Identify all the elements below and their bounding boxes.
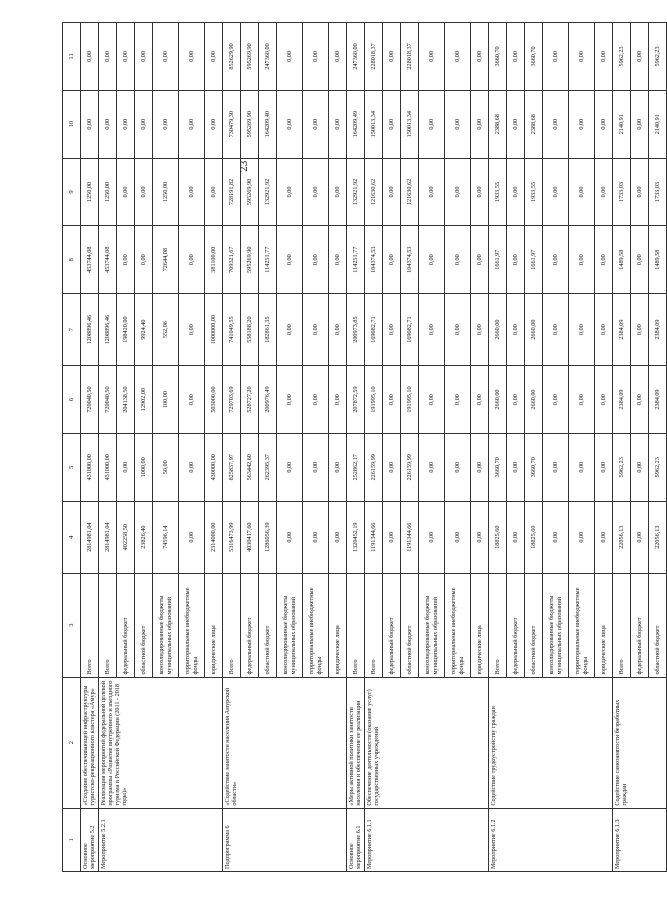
amount-cell: 453744,08 [99,226,117,294]
amount-cell: 0,00 [569,90,595,158]
amount-cell: 0,00 [179,226,205,294]
amount-cell: 0,00 [543,501,569,573]
amount-cell: 23826,40 [135,501,153,573]
amount-cell: 0,00 [205,90,223,158]
amount-cell: 252862,17 [347,433,365,501]
amount-cell: 0,00 [135,158,153,226]
amount-cell: 0,00 [383,294,401,366]
amount-cell: 0,00 [507,501,525,573]
amount-cell: 132921,92 [259,158,277,226]
amount-cell: 0,00 [595,366,613,434]
amount-cell: 0,00 [329,433,347,501]
amount-cell: 50,00 [153,433,179,501]
row-code: Мероприятие 6.1.1 [365,808,489,871]
amount-cell: 0,00 [471,433,489,501]
amount-cell: 132921,92 [347,158,365,226]
amount-cell: 0,00 [631,158,649,226]
amount-cell: 0,00 [631,294,649,366]
amount-cell: 2384,09 [649,294,667,366]
amount-cell: 0,00 [135,226,153,294]
amount-cell: 2814981,04 [99,501,117,573]
amount-cell: 0,00 [179,23,205,91]
amount-cell: 0,00 [569,158,595,226]
amount-cell: 1250,00 [99,158,117,226]
column-number: 8 [63,226,81,294]
amount-cell: 2140,91 [613,90,631,158]
table-body [63,23,667,872]
amount-cell: 0,00 [179,501,205,573]
amount-cell: 1320452,19 [347,501,365,573]
amount-cell: 0,00 [595,226,613,294]
column-number: 4 [63,501,81,573]
amount-cell: 200976,49 [259,366,277,434]
amount-cell: 0,00 [595,294,613,366]
amount-cell: 0,00 [507,433,525,501]
row-name: Содействие самозанятости безработных граждан [613,677,667,808]
row-name: Реализация мероприятий федеральной целевой программы «Развитие внутреннего и въездного туризма в Российской Федерации (2011 - 2018 годы)» [99,677,223,808]
row-code: Мероприятие 5.2.1 [99,808,223,871]
amount-cell: 852629,90 [223,23,241,91]
row-code: Основное мероприятие 6.1 [347,808,365,871]
amount-cell: 0,00 [419,226,445,294]
amount-cell: 0,00 [507,226,525,294]
amount-cell: 0,00 [419,23,445,91]
funding-source: областной бюджет [135,573,153,677]
column-number: 9 [63,158,81,226]
amount-cell: 18825,60 [525,501,543,573]
amount-cell: 0,00 [507,23,525,91]
amount-cell: 0,00 [383,90,401,158]
amount-cell: 2314000,00 [205,501,223,573]
amount-cell: 3660,70 [489,433,507,501]
amount-cell: 0,00 [569,226,595,294]
amount-cell: 3660,70 [489,23,507,91]
amount-cell: 100,00 [153,366,179,434]
funding-source: консолидированные бюджеты муниципальных образований [153,573,179,677]
amount-cell: 0,00 [543,366,569,434]
amount-cell: 2384,09 [613,366,631,434]
amount-cell: 431000,00 [99,433,117,501]
amount-cell: 558188,20 [241,294,259,366]
amount-cell: 204138,50 [117,366,135,434]
amount-cell: 12902,00 [135,366,153,434]
column-number: 10 [63,90,81,158]
amount-cell: 0,00 [303,23,329,91]
funding-source: территориальные внебюджетные фонды [303,573,329,677]
amount-cell: 0,00 [595,501,613,573]
amount-cell: 595269,90 [241,23,259,91]
amount-cell: 0,00 [303,433,329,501]
amount-cell: 1208896,46 [99,294,117,366]
amount-cell: 9924,40 [135,294,153,366]
funding-source: юридические лица [205,573,223,677]
amount-cell: 0,00 [81,23,99,91]
table-row [81,23,99,872]
amount-cell: 0,00 [543,23,569,91]
amount-cell: 3660,70 [525,433,543,501]
amount-cell: 0,00 [329,158,347,226]
amount-cell: 0,00 [445,90,471,158]
funding-source: территориальные внебюджетные фонды [445,573,471,677]
amount-cell: 1000,00 [135,433,153,501]
amount-cell: 1661,97 [525,226,543,294]
funding-source: Всего [365,573,383,677]
amount-cell: 0,00 [153,90,179,158]
amount-cell: 720040,50 [81,366,99,434]
row-name: «Меры активной политики занятости населения и обеспечение ее реализации [347,677,365,808]
amount-cell: 431000,00 [81,433,99,501]
amount-cell: 0,00 [117,226,135,294]
amount-cell: 430000,00 [205,433,223,501]
amount-cell: 228018,37 [365,23,383,91]
amount-cell: 5316473,99 [223,501,241,573]
amount-cell: 0,00 [419,366,445,434]
amount-cell: 0,00 [507,294,525,366]
amount-cell: 22056,13 [613,501,631,573]
amount-cell: 0,00 [595,158,613,226]
amount-cell: 262395,37 [259,433,277,501]
amount-cell: 0,00 [471,366,489,434]
amount-cell: 0,00 [303,226,329,294]
amount-cell: 528727,20 [241,366,259,434]
amount-cell: 0,00 [99,90,117,158]
amount-cell: 226159,99 [365,433,383,501]
amount-cell: 104374,53 [401,226,419,294]
amount-cell: 0,00 [543,294,569,366]
amount-cell: 728191,82 [223,158,241,226]
amount-cell: 0,00 [631,90,649,158]
amount-cell: 121630,62 [401,158,419,226]
column-number: 2 [63,677,81,808]
amount-cell: 0,00 [205,23,223,91]
amount-cell: 0,00 [153,23,179,91]
funding-source: консолидированные бюджеты муниципальных образований [543,573,569,677]
amount-cell: 1000000,00 [205,294,223,366]
amount-cell: 595269,90 [241,158,259,226]
amount-cell: 0,00 [445,501,471,573]
amount-cell: 0,00 [179,433,205,501]
row-name: Содействие трудоустройству граждан [489,677,613,808]
amount-cell: 1250,00 [153,158,179,226]
amount-cell: 0,00 [179,366,205,434]
row-name: Обеспечение деятельности (оказание услуг) государственных учреждений [365,677,489,808]
funding-source: федеральный бюджет [383,573,401,677]
amount-cell: 1733,03 [649,158,667,226]
amount-cell: 2814981,04 [81,501,99,573]
amount-cell: 2660,00 [489,366,507,434]
funding-source: Всего [613,573,631,677]
amount-cell: 0,00 [419,158,445,226]
funding-source: областной бюджет [525,573,543,677]
amount-cell: 0,00 [507,366,525,434]
funding-source: консолидированные бюджеты муниципальных образований [419,573,445,677]
amount-cell: 0,00 [471,226,489,294]
amount-cell: 0,00 [445,294,471,366]
amount-cell: 1489,58 [613,226,631,294]
amount-cell: 114251,77 [347,226,365,294]
amount-cell: 0,00 [117,23,135,91]
amount-cell: 0,00 [329,294,347,366]
amount-cell: 0,00 [631,366,649,434]
amount-cell: 5962,23 [613,433,631,501]
amount-cell: 228018,37 [401,23,419,91]
amount-cell: 720040,50 [99,366,117,434]
amount-cell: 0,00 [595,23,613,91]
amount-cell: 0,00 [277,23,303,91]
amount-cell: 207872,59 [347,366,365,434]
amount-cell: 595269,90 [241,226,259,294]
funding-source: федеральный бюджет [507,573,525,677]
amount-cell: 0,00 [277,501,303,573]
amount-cell: 0,00 [445,23,471,91]
amount-cell: 0,00 [383,501,401,573]
amount-cell: 453744,08 [81,226,99,294]
page-number: 23 [240,160,250,172]
amount-cell: 0,00 [419,433,445,501]
amount-cell: 1933,55 [489,158,507,226]
amount-cell: 825837,97 [223,433,241,501]
row-name: «Создание обеспечивающей инфраструктуры туристско-рекреационного кластера «Амур» [81,677,99,808]
funding-source: областной бюджет [259,573,277,677]
amount-cell: 381100,00 [205,226,223,294]
amount-cell: 0,00 [631,433,649,501]
amount-cell: 0,00 [631,23,649,91]
column-number: 1 [63,808,81,871]
amount-cell: 121630,62 [365,158,383,226]
amount-cell: 0,00 [303,158,329,226]
amount-cell: 503000,00 [205,366,223,434]
amount-cell: 0,00 [419,501,445,573]
amount-cell: 0,00 [383,433,401,501]
column-number: 3 [63,573,81,677]
amount-cell: 0,00 [117,158,135,226]
table-row [99,23,117,872]
table-row [223,23,241,872]
amount-cell: 1933,55 [525,158,543,226]
table-row [613,23,631,872]
funding-source: федеральный бюджет [241,573,259,677]
amount-cell: 0,00 [81,90,99,158]
amount-cell: 22056,13 [649,501,667,573]
amount-cell: 0,00 [277,158,303,226]
amount-cell: 0,00 [419,90,445,158]
amount-cell: 0,00 [179,294,205,366]
amount-cell: 1191344,66 [401,501,419,573]
amount-cell: 0,00 [135,90,153,158]
amount-cell: 0,00 [277,366,303,434]
funding-source: федеральный бюджет [631,573,649,677]
amount-cell: 0,00 [303,90,329,158]
amount-cell: 595269,90 [241,90,259,158]
amount-cell: 0,00 [569,501,595,573]
amount-cell: 552,06 [153,294,179,366]
row-code: Основное мероприятие 5.2 [81,808,99,871]
amount-cell: 200973,85 [347,294,365,366]
amount-cell: 5962,23 [649,433,667,501]
funding-source: областной бюджет [649,573,667,677]
amount-cell: 0,00 [179,90,205,158]
amount-cell: 182861,35 [259,294,277,366]
row-code: Мероприятие 6.1.3 [613,808,667,871]
amount-cell: 5962,23 [613,23,631,91]
funding-source: консолидированные бюджеты муниципальных образований [277,573,303,677]
amount-cell: 1250,00 [81,158,99,226]
amount-cell: 0,00 [445,226,471,294]
amount-cell: 2384,09 [613,294,631,366]
amount-cell: 0,00 [277,226,303,294]
amount-cell: 0,00 [329,23,347,91]
amount-cell: 0,00 [543,158,569,226]
amount-cell: 114251,77 [259,226,277,294]
amount-cell: 563442,60 [241,433,259,501]
amount-cell: 1191344,66 [365,501,383,573]
amount-cell: 0,00 [595,90,613,158]
amount-cell: 0,00 [507,90,525,158]
amount-cell: 0,00 [543,433,569,501]
amount-cell: 164209,40 [259,90,277,158]
table-row [365,23,383,872]
amount-cell: 191995,10 [365,366,383,434]
amount-cell: 191995,10 [401,366,419,434]
funding-source: областной бюджет [401,573,419,677]
amount-cell: 4030417,60 [241,501,259,573]
amount-cell: 0,00 [631,501,649,573]
amount-cell: 0,00 [471,23,489,91]
amount-cell: 74596,14 [153,501,179,573]
funding-source: Всего [489,573,507,677]
funding-source: Всего [347,573,365,677]
funding-source: федеральный бюджет [117,573,135,677]
budget-table [62,22,667,872]
amount-cell: 0,00 [135,23,153,91]
amount-cell: 0,00 [99,23,117,91]
column-number: 11 [63,23,81,91]
column-number: 5 [63,433,81,501]
amount-cell: 1661,97 [489,226,507,294]
row-code: Мероприятие 6.1.2 [489,808,613,871]
amount-cell: 226159,99 [401,433,419,501]
amount-cell: 709321,67 [223,226,241,294]
amount-cell: 0,00 [383,158,401,226]
amount-cell: 18825,60 [489,501,507,573]
header-row [63,23,81,872]
amount-cell: 0,00 [117,90,135,158]
amount-cell: 0,00 [205,158,223,226]
funding-source: Всего [223,573,241,677]
amount-cell: 0,00 [419,294,445,366]
amount-cell: 2384,09 [649,366,667,434]
amount-cell: 5962,23 [649,23,667,91]
amount-cell: 0,00 [471,501,489,573]
amount-cell: 0,00 [303,294,329,366]
amount-cell: 0,00 [595,433,613,501]
column-number: 7 [63,294,81,366]
row-code: Подпрограмма 6 [223,808,347,871]
amount-cell: 730479,30 [223,90,241,158]
amount-cell: 164209,49 [347,90,365,158]
amount-cell: 2660,00 [525,366,543,434]
amount-cell: 0,00 [383,366,401,434]
amount-cell: 0,00 [277,90,303,158]
amount-cell: 0,00 [329,226,347,294]
amount-cell: 402258,50 [117,501,135,573]
table-row [347,23,365,872]
amount-cell: 0,00 [569,433,595,501]
amount-cell: 0,00 [303,366,329,434]
amount-cell: 0,00 [445,158,471,226]
amount-cell: 247360,00 [259,23,277,91]
row-name: «Содействие занятости населения Амурской области» [223,677,347,808]
amount-cell: 0,00 [631,226,649,294]
amount-cell: 0,00 [569,366,595,434]
funding-source: юридические лица [329,573,347,677]
amount-cell: 3660,70 [525,23,543,91]
amount-cell: 2140,91 [649,90,667,158]
amount-cell: 2388,68 [489,90,507,158]
amount-cell: 1208896,46 [81,294,99,366]
amount-cell: 0,00 [329,90,347,158]
amount-cell: 0,00 [543,90,569,158]
amount-cell: 150013,34 [365,90,383,158]
amount-cell: 0,00 [543,226,569,294]
amount-cell: 1489,58 [649,226,667,294]
amount-cell: 0,00 [445,366,471,434]
amount-cell: 247360,00 [347,23,365,91]
funding-source: юридические лица [471,573,489,677]
amount-cell: 0,00 [179,158,205,226]
amount-cell: 72644,08 [153,226,179,294]
amount-cell: 0,00 [329,501,347,573]
funding-source: территориальные внебюджетные фонды [569,573,595,677]
funding-source: юридические лица [595,573,613,677]
amount-cell: 169082,71 [365,294,383,366]
amount-cell: 0,00 [569,23,595,91]
column-number: 6 [63,366,81,434]
amount-cell: 198420,00 [117,294,135,366]
amount-cell: 0,00 [471,158,489,226]
amount-cell: 0,00 [471,294,489,366]
amount-cell: 0,00 [117,433,135,501]
amount-cell: 150013,34 [401,90,419,158]
funding-source: территориальные внебюджетные фонды [179,573,205,677]
funding-source: Всего [99,573,117,677]
amount-cell: 169082,71 [401,294,419,366]
table-row [489,23,507,872]
amount-cell: 0,00 [383,23,401,91]
amount-cell: 729703,69 [223,366,241,434]
amount-cell: 2660,00 [525,294,543,366]
amount-cell: 0,00 [507,158,525,226]
amount-cell: 0,00 [277,433,303,501]
amount-cell: 0,00 [303,501,329,573]
amount-cell: 1286056,39 [259,501,277,573]
amount-cell: 741049,55 [223,294,241,366]
amount-cell: 0,00 [569,294,595,366]
amount-cell: 2660,00 [489,294,507,366]
amount-cell: 0,00 [383,226,401,294]
funding-source: Всего [81,573,99,677]
amount-cell: 0,00 [471,90,489,158]
rotated-table-wrapper [62,22,661,872]
amount-cell: 2388,68 [525,90,543,158]
amount-cell: 0,00 [277,294,303,366]
amount-cell: 0,00 [329,366,347,434]
amount-cell: 1733,03 [613,158,631,226]
amount-cell: 104374,53 [365,226,383,294]
amount-cell: 0,00 [445,433,471,501]
